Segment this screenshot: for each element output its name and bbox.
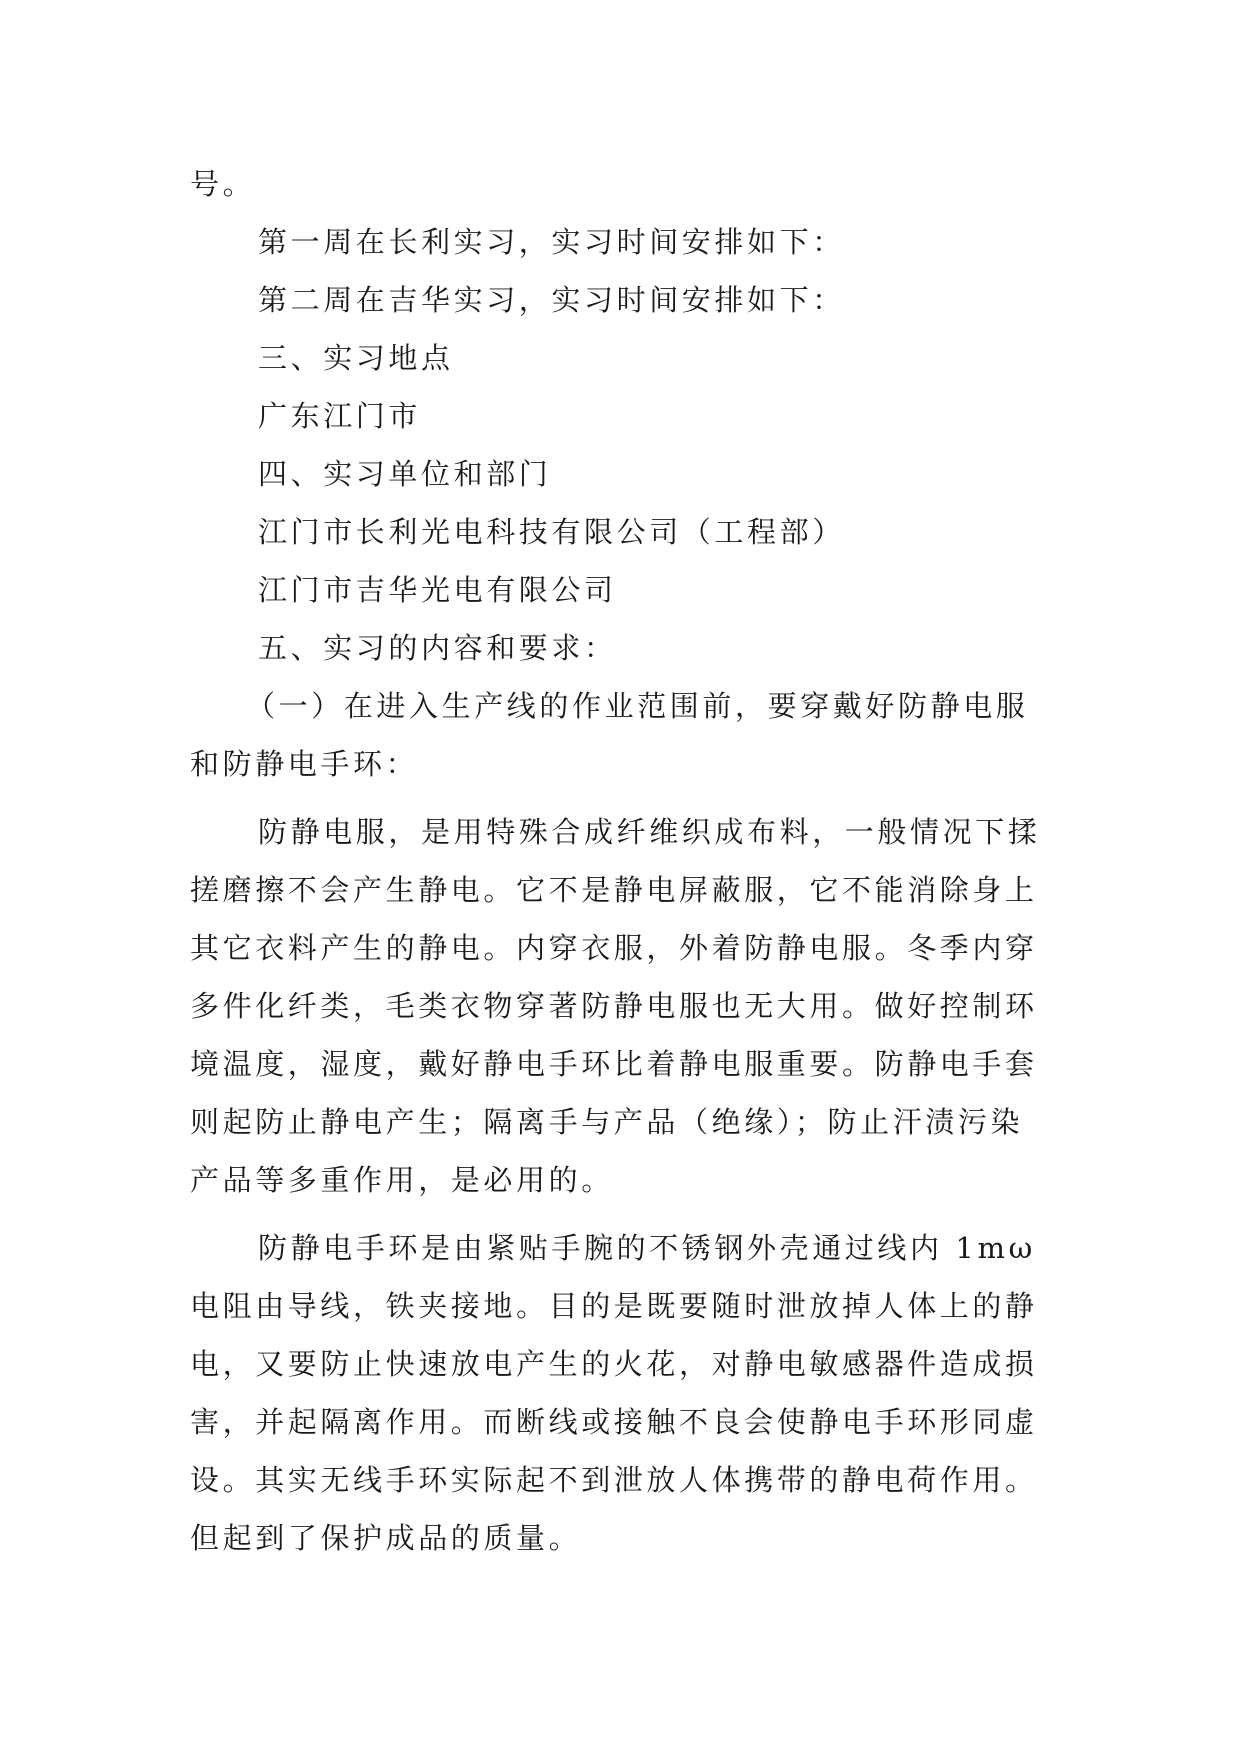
text-line: 多件化纤类，毛类衣物穿著防静电服也无大用。做好控制环 xyxy=(190,989,1038,1023)
text-line: 设。其实无线手环实际起不到泄放人体携带的静电荷作用。 xyxy=(190,1463,1038,1497)
text-line: 害，并起隔离作用。而断线或接触不良会使静电手环形同虚 xyxy=(190,1405,1038,1439)
section-heading: 四、实习单位和部门 xyxy=(258,457,552,491)
text-line: 境温度，湿度，戴好静电手环比着静电服重要。防静电手套 xyxy=(190,1047,1038,1081)
section-heading: 五、实习的内容和要求： xyxy=(258,631,617,665)
text-line: 号。 xyxy=(190,167,256,201)
text-line: 电阻由导线，铁夹接地。目的是既要随时泄放掉人体上的静 xyxy=(190,1289,1038,1323)
section-heading: 三、实习地点 xyxy=(258,341,454,375)
text-line: 其它衣料产生的静电。内穿衣服，外着防静电服。冬季内穿 xyxy=(190,931,1038,965)
text-line: 则起防止静电产生；隔离手与产品（绝缘）；防止汗渍污染 xyxy=(190,1105,1024,1139)
text-line: 产品等多重作用，是必用的。 xyxy=(190,1163,614,1197)
text-line: 第二周在吉华实习，实习时间安排如下： xyxy=(258,283,845,317)
text-line: 和防静电手环： xyxy=(190,747,419,781)
text-line: 广东江门市 xyxy=(258,399,422,433)
text-line: 但起到了保护成品的质量。 xyxy=(190,1521,582,1555)
text-line: 第一周在长利实习，实习时间安排如下： xyxy=(258,225,845,259)
text-line: 防静电手环是由紧贴手腕的不锈钢外壳通过线内 1mω xyxy=(258,1231,1036,1265)
text-line: 防静电服，是用特殊合成纤维织成布料，一般情况下揉 xyxy=(258,815,1041,849)
text-line: 江门市长利光电科技有限公司（工程部） xyxy=(258,515,845,549)
text-line: 搓磨擦不会产生静电。它不是静电屏蔽服，它不能消除身上 xyxy=(190,873,1038,907)
text-line: 江门市吉华光电有限公司 xyxy=(258,573,617,607)
text-line: （一）在进入生产线的作业范围前，要穿戴好防静电服 xyxy=(246,689,1029,723)
text-line: 电，又要防止快速放电产生的火花，对静电敏感器件造成损 xyxy=(190,1347,1038,1381)
